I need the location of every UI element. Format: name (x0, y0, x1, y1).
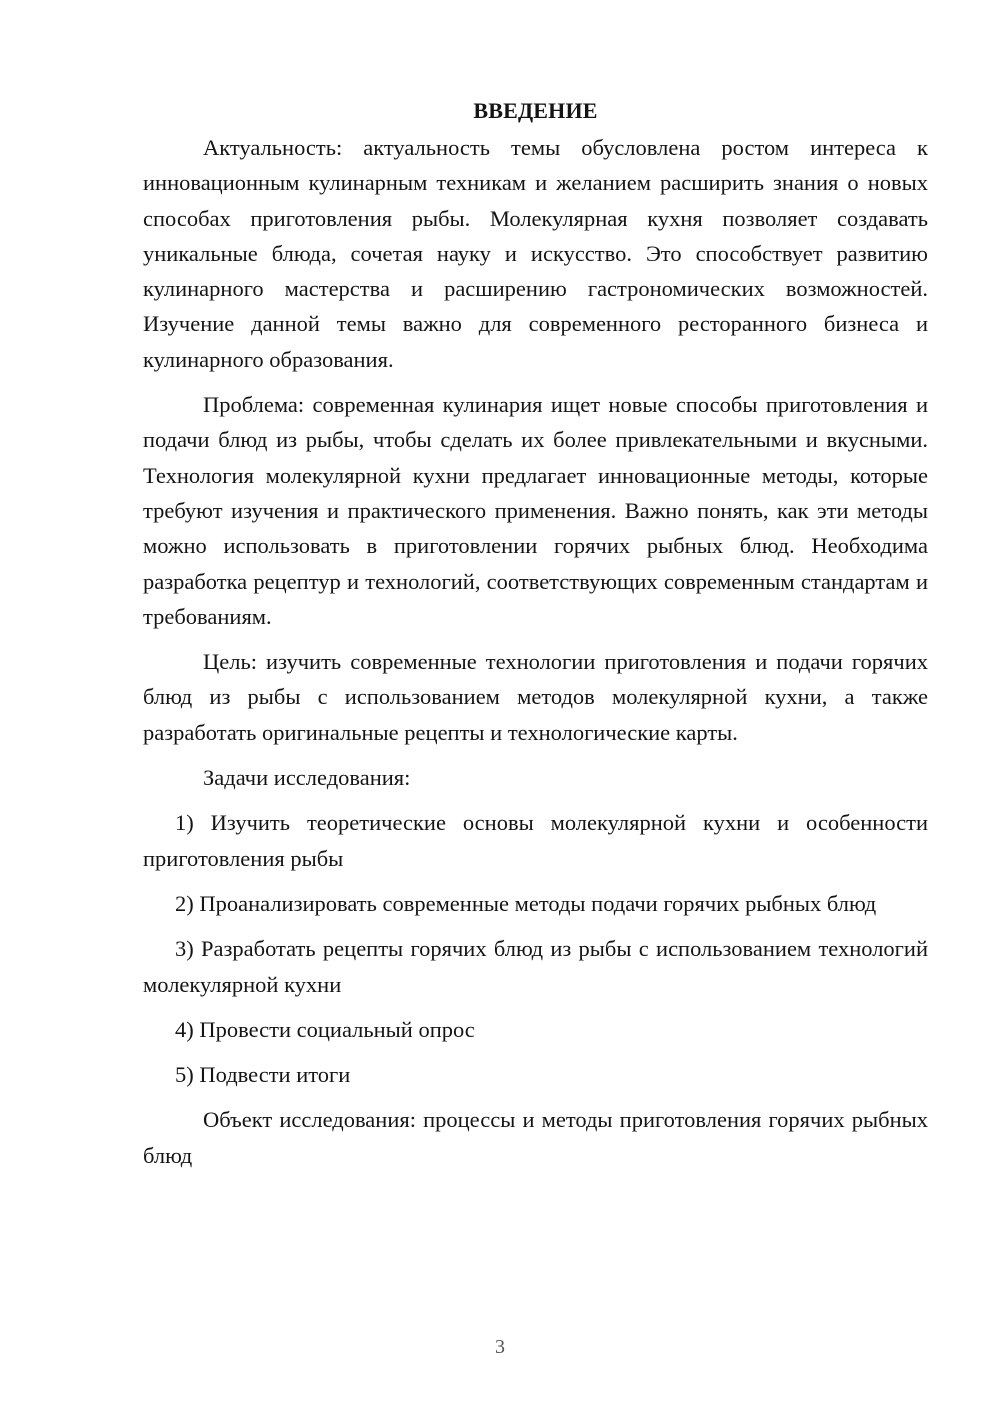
paragraph-goal: Цель: изучить современные технологии приготовления и подачи горячих блюд из рыбы с использованием методов молекулярной кухни, а также разработать оригинальные рецепты и технологические карты. (143, 649, 928, 745)
tasks-heading: Задачи исследования: (203, 765, 411, 791)
task-item: 2) Проанализировать современные методы подачи горячих рыбных блюд (175, 890, 877, 916)
document-title: ВВЕДЕНИЕ (473, 98, 598, 123)
paragraph-object: Объект исследования: процессы и методы приготовления горячих рыбных блюд (143, 1107, 928, 1168)
task-item: 1) Изучить теоретические основы молекулярной кухни и особенности приготовления рыбы (143, 810, 928, 871)
task-item: 5) Подвести итоги (175, 1062, 351, 1088)
task-item: 3) Разработать рецепты горячих блюд из рыбы с использованием технологий молекулярной кухни (143, 936, 928, 997)
paragraph-problem: Проблема: современная кулинария ищет новые способы приготовления и подачи блюд из рыбы, чтобы сделать их более привлекательными и вкусными. Технология молекулярной кухни предлагает инновационные методы, которые требуют изучения и практического применения. Важно понять, как эти методы можно использовать в приготовлении горячих рыбных блюд. Необходима разработка рецептур и технологий, соответствующих современным стандартам и требованиям. (143, 392, 928, 629)
task-item: 4) Провести социальный опрос (175, 1016, 475, 1042)
document-page (143, 94, 928, 1183)
paragraph-relevance: Актуальность: актуальность темы обусловлена ростом интереса к инновационным кулинарным техникам и желанием расширить знания о новых способах приготовления рыбы. Молекулярная кухня позволяет создавать уникальные блюда, сочетая науку и искусство. Это способствует развитию кулинарного мастерства и расширению гастрономических возможностей. Изучение данной темы важно для современного ресторанного бизнеса и кулинарного образования. (143, 135, 928, 372)
page-number: 3 (495, 1336, 505, 1358)
